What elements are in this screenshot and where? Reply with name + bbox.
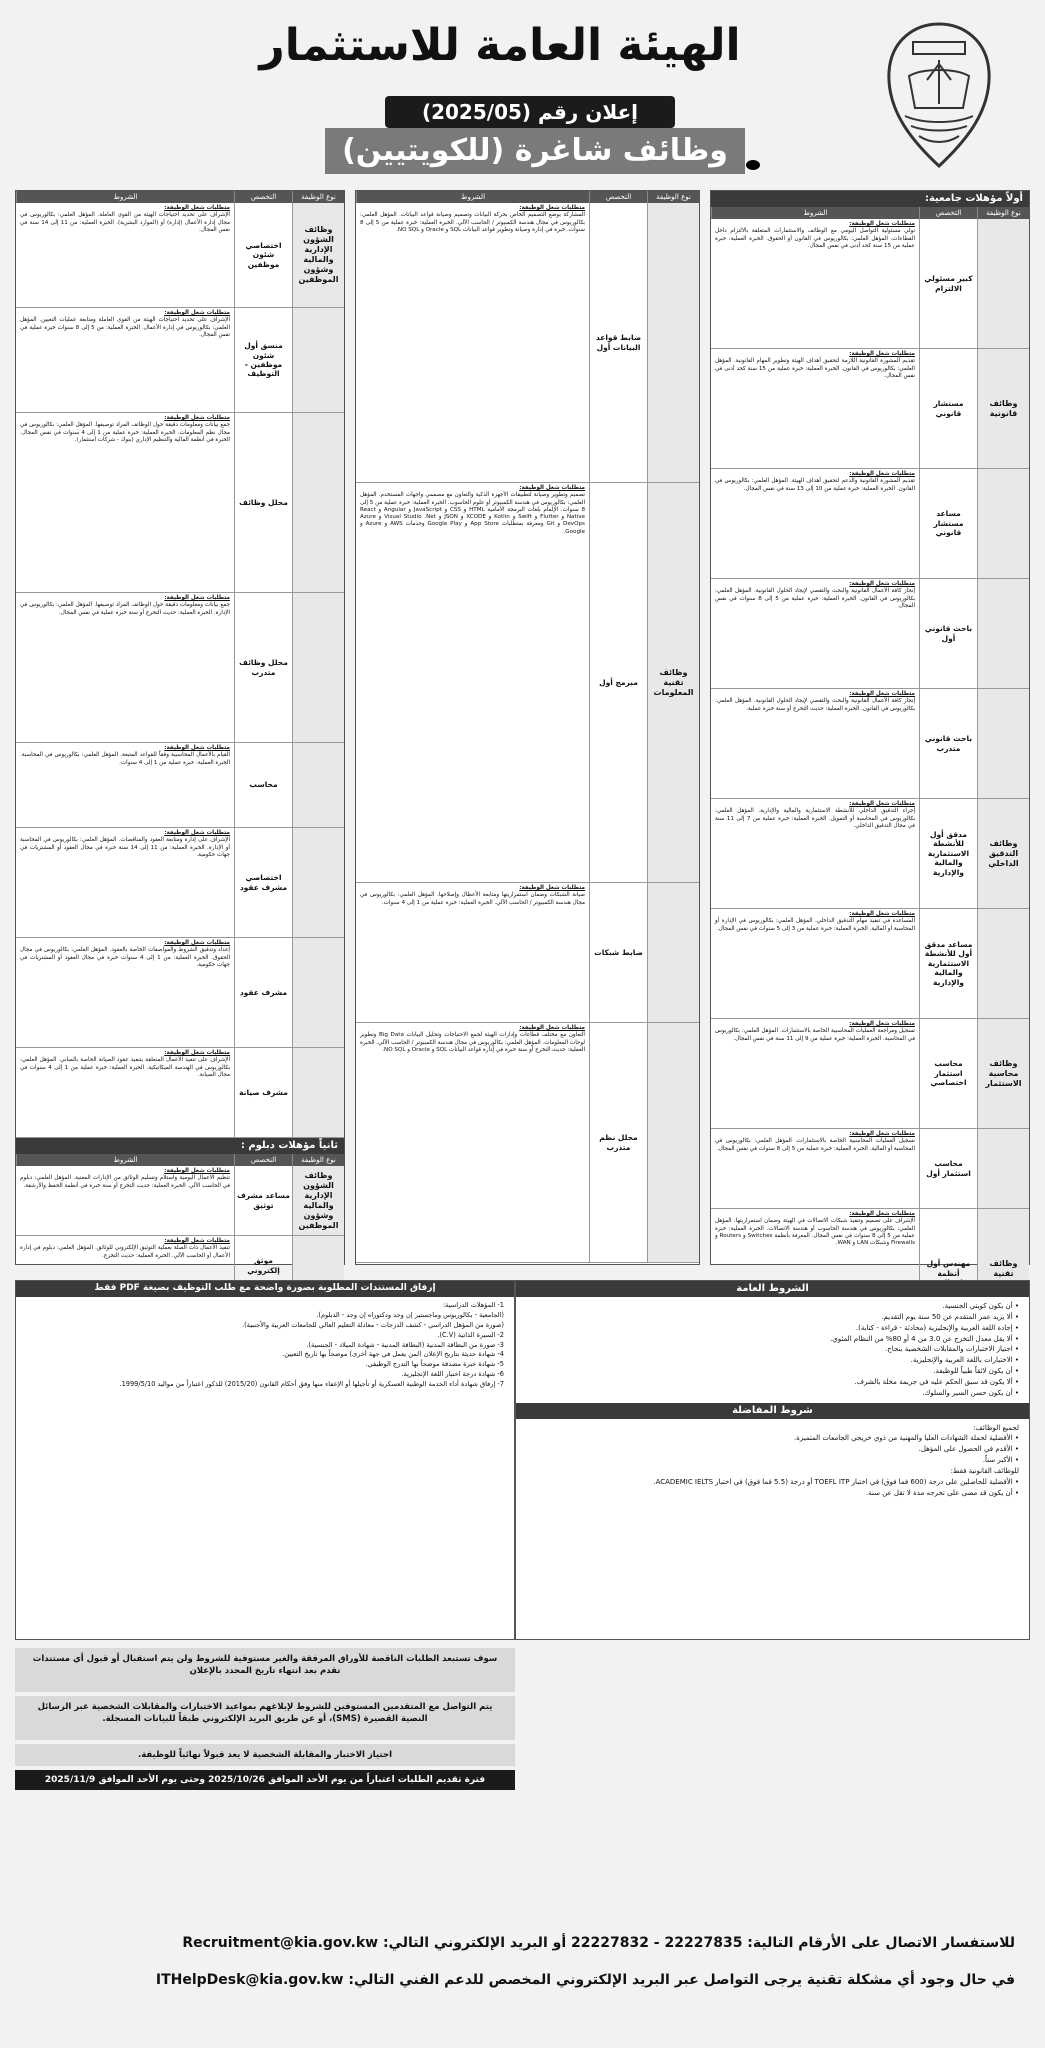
requirements-heading: متطلبات شغل الوظيفة: bbox=[849, 911, 915, 917]
job-group: وظائف الشؤون الإدارية والمالية وشؤون الموظفين bbox=[292, 1166, 344, 1235]
requirements-text: المشاركة بوضع التصميم الخاص بحركة البيانات وتصميم وصيانة قواعد البيانات. المؤهل العلمي: بكالوريوس في مجال هندسة الكمبيوتر / الحاسب الآلي. الخبرة العملية: خبرة عملية من 5 إلى 8 سنوات. خبرة في إدارة وصيانة وتطوير قواعد البيانات SQL و Oracle و NO SQL. bbox=[360, 212, 585, 233]
list-item: • الأفضلية للحاصلين على درجة (600 فما فوق) في اختبار TOEFL ITP أو درجة (5.5 فما فوق) في اختبار ACADEMIC IELTS. bbox=[653, 1477, 1019, 1486]
requirements-text: الإشراف على تحديد احتياجات الهيئة من القوى العاملة ومتابعة عمليات التعيين. المؤهل العلمي: بكالوريوس في إدارة الأعمال. الخبرة العملية: من 5 إلى 8 سنوات خبرة عملية في نفس المجال. bbox=[20, 317, 230, 338]
list-item: • أن يكون قد مضى على تخرجه مدة لا تقل عن سنة. bbox=[865, 1488, 1019, 1497]
job-title: مدقق أول للأنشطة الاستثمارية والمالية والإدارية bbox=[919, 799, 977, 908]
requirements-text: تسجيل ومراجعة العمليات المحاسبية الخاصة بالاستثمارات. المؤهل العلمي: بكالوريوس في المحاسبة. الخبرة العملية: خبرة عملية من 9 إلى 11 سنة في نفس المجال. bbox=[715, 1028, 915, 1042]
document-item: 4- شهادة حديثة بتاريخ الإعلان (لمن يعمل في جهة أخرى) موضحاً بها تاريخ التعيين. bbox=[282, 1350, 504, 1359]
requirements-heading: متطلبات شغل الوظيفة: bbox=[849, 1021, 915, 1027]
job-requirements bbox=[16, 938, 234, 1047]
job-group: وظائف التدقيق الداخلي bbox=[977, 799, 1029, 908]
document-item: 3- صورة من البطاقة المدنية (البطاقة المدنية - شهادة الميلاد - الجنسية). bbox=[306, 1340, 504, 1349]
job-group: وظائف تقنية bbox=[977, 1209, 1029, 1338]
job-group bbox=[292, 413, 344, 592]
requirements-text: تسجيل العمليات المحاسبية الخاصة بالاستثمارات. المؤهل العلمي: بكالوريوس في المحاسبة أو المالية. الخبرة العملية: خبرة عملية من 5 إلى 8 سنوات في نفس المجال. bbox=[715, 1138, 915, 1152]
requirements-text: جمع بيانات ومعلومات دقيقة حول الوظائف المراد توصيفها. المؤهل العلمي: بكالوريوس في الإدارة. الخبرة العملية: حديث التخرج أو سنة خبرة عملية في نفس المجال. bbox=[20, 602, 230, 616]
table-header bbox=[356, 191, 699, 203]
preference-title: شروط المفاضلة bbox=[516, 1403, 1029, 1419]
requirements-heading: متطلبات شغل الوظيفة: bbox=[164, 205, 230, 211]
documents-title: إرفاق المستندات المطلوبة بصورة واضحة مع طلب التوظيف بصيغة PDF فقط bbox=[16, 1281, 514, 1297]
deadline-bar: فترة تقديم الطلبات اعتباراً من يوم الأحد الموافق 2025/10/26 وحتى يوم الأحد الموافق 2025/11/9 bbox=[15, 1770, 515, 1790]
table-row bbox=[356, 883, 699, 1023]
requirements-text: إعداد وتدقيق الشروط والمواصفات الخاصة بالعقود. المؤهل العلمي: بكالوريوس في مجال الحقوق. الخبرة العملية: من 1 إلى 4 سنوات خبرة في مجال العقود أو المشتريات في جهات حكومية. bbox=[20, 947, 230, 968]
column-header-title: التخصص bbox=[234, 191, 292, 203]
column-header-desc: الشروط bbox=[711, 207, 919, 219]
job-requirements bbox=[16, 203, 234, 307]
table-row bbox=[711, 579, 1029, 689]
requirements-text: الإشراف على تحديد احتياجات الهيئة من القوى العاملة. المؤهل العلمي: بكالوريوس في مجال إدارة الأعمال (إدارة) أو (الموارد البشرية). الخبرة العملية: من 11 إلى 14 سنة في نفس المجال. bbox=[20, 212, 230, 233]
table-row bbox=[711, 1129, 1029, 1209]
job-requirements bbox=[711, 219, 919, 348]
job-title: محلل نظم متدرب bbox=[589, 1023, 647, 1262]
job-title: محاسب استثمار أول bbox=[919, 1129, 977, 1208]
page-title: الهيئة العامة للاستثمار bbox=[259, 20, 741, 71]
requirements-heading: متطلبات شغل الوظيفة: bbox=[164, 940, 230, 946]
column-header-title: التخصص bbox=[589, 191, 647, 203]
list-item: • ألا يزيد عمر المتقدم عن 50 سنة يوم التقديم. bbox=[881, 1312, 1019, 1321]
table-row bbox=[16, 593, 344, 743]
list-item: • الأفضلية لحملة الشهادات العليا والمهنية من ذوي خريجي الجامعات المتميزة. bbox=[793, 1434, 1019, 1443]
notice-incomplete: سوف تستبعد الطلبات الناقصة للأوراق المرفقة والغير مستوفية للشروط ولن يتم استقبال أو قبول أي مستندات تقدم بعد انتهاء تاريخ المحدد بالإعلان bbox=[15, 1648, 515, 1692]
requirements-heading: متطلبات شغل الوظيفة: bbox=[164, 595, 230, 601]
job-group bbox=[977, 579, 1029, 688]
job-group: وظائف تقنية المعلومات bbox=[647, 483, 699, 882]
document-item: 5- شهادة خبرة مصدقة موضحاً بها التدرج الوظيفي. bbox=[365, 1360, 504, 1369]
job-requirements bbox=[711, 349, 919, 468]
job-group bbox=[292, 1048, 344, 1137]
requirements-text: تنفيذ الأعمال ذات الصلة بعملية التوثيق الإلكتروني للوثائق. المؤهل العلمي: دبلوم في إدارة الأعمال أو الحاسب الآلي. الخبرة العملية: حديث التخرج. bbox=[20, 1245, 230, 1259]
requirements-text: تولي مسئولية التواصل اليومي مع الوظائف والاستثمارات المتعلقة بالالتزام داخل القطاعات. المؤهل العلمي: بكالوريوس في القانون أو الحقوق. الخبرة العملية: خبرة عملية من 15 سنة كحد أدنى في نفس المجال. bbox=[715, 228, 915, 249]
list-item: للوظائف القانونية فقط: bbox=[950, 1466, 1019, 1475]
table-row bbox=[16, 743, 344, 828]
requirements-heading: متطلبات شغل الوظيفة: bbox=[849, 1211, 915, 1217]
job-requirements bbox=[711, 1019, 919, 1128]
job-group bbox=[977, 689, 1029, 798]
requirements-heading: متطلبات شغل الوظيفة: bbox=[164, 1238, 230, 1244]
requirements-heading: متطلبات شغل الوظيفة: bbox=[519, 885, 585, 891]
requirements-text: إجراء التدقيق الداخلي للأنشطة الاستثمارية والمالية والإدارية. المؤهل العلمي: بكالوريوس في المحاسبة أو التمويل. الخبرة العملية: خبرة عملية من 7 إلى 11 سنة في مجال التدقيق الداخلي. bbox=[715, 808, 915, 829]
list-item: • ألا يكون قد سبق الحكم عليه في جريمة مخلة بالشرف. bbox=[854, 1377, 1019, 1386]
requirements-text: القيام بالأعمال المحاسبية وفقاً للقواعد المتبعة. المؤهل العلمي: بكالوريوس في المحاسبة. الخبرة العملية: خبرة عملية من 1 إلى 4 سنوات. bbox=[20, 752, 230, 766]
notice-contact: يتم التواصل مع المتقدمين المستوفين للشروط لإبلاغهم بمواعيد الاختبارات والمقابلات الشخصية عبر الرسائل النصية القصيرة (SMS)، أو عن طريق البريد الإلكتروني طبقاً للبيانات المسجلة. bbox=[15, 1696, 515, 1740]
job-group bbox=[977, 909, 1029, 1018]
table-row bbox=[711, 469, 1029, 579]
table-row bbox=[711, 349, 1029, 469]
requirements-text: إنجاز كافة الأعمال القانونية والبحث والتقصي لإيجاد الحلول القانونية. المؤهل العلمي: بكالوريوس في القانون. الخبرة العملية: خبرة عملية من 5 إلى 8 سنوات في نفس المجال. bbox=[715, 588, 916, 609]
column-header-title: التخصص bbox=[234, 1154, 292, 1166]
column-header-group: نوع الوظيفة bbox=[647, 191, 699, 203]
document-item: (الجامعية - بكالوريوس وماجستير إن وجد ودكتوراه إن وجد - الدبلوم). bbox=[316, 1310, 504, 1319]
table-row bbox=[16, 828, 344, 938]
job-requirements bbox=[16, 1048, 234, 1137]
requirements-text: الإشراف على إدارة ومتابعة العقود والمناقصات. المؤهل العلمي: بكالوريوس في المحاسبة أو الإدارة. الخبرة العملية: من 11 إلى 14 سنة خبرة في مجال العقود أو المشتريات في جهات حكومية. bbox=[20, 837, 230, 858]
list-item: • الأقدم في الحصول على المؤهل. bbox=[918, 1445, 1019, 1454]
document-item: 2- السيرة الذاتية (C.V). bbox=[437, 1330, 504, 1339]
requirements-text: التعاون مع مختلف قطاعات وإدارات الهيئة لجمع الاحتياجات وتحليل البيانات Big Data وتطوير لوحات المعلومات. المؤهل العلمي: بكالوريوس في مجال هندسة الكمبيوتر / الحاسب الآلي. الخبرة العملية: حديث التخرج أو سنة خبرة في إدارة قواعد البيانات SQL و Oracle و NO SQL. bbox=[360, 1032, 585, 1053]
job-title: محاسب bbox=[234, 743, 292, 827]
contact-phones-email: للاستفسار الاتصال على الأرقام التالية: 22227835 - 22227832 أو البريد الإلكتروني التالي: Recruitment@kia.gov.kw bbox=[182, 1935, 1015, 1951]
document-item: 1- المؤهلات الدراسية: bbox=[442, 1301, 504, 1309]
job-title: مشرف صيانة bbox=[234, 1048, 292, 1137]
job-title: مساعد مدقق أول للأنشطة الاستثمارية والمالية والإدارية bbox=[919, 909, 977, 1018]
column-header-desc: الشروط bbox=[356, 191, 589, 203]
documents-panel bbox=[15, 1280, 515, 1640]
job-rows bbox=[711, 219, 1029, 1339]
job-requirements bbox=[16, 593, 234, 742]
vacancy-banner: وظائف شاغرة (للكويتيين) bbox=[325, 128, 745, 174]
job-title: باحث قانوني متدرب bbox=[919, 689, 977, 798]
table-row bbox=[711, 1019, 1029, 1129]
job-group bbox=[977, 469, 1029, 578]
requirements-text: تنظيم الأعمال اليومية واستلام وتسليم الوثائق من الإدارات المعنية. المؤهل العلمي: دبلوم في الحاسب الآلي. الخبرة العملية: حديث التخرج أو سنة خبرة في أنظمة الحفظ والأرشفة. bbox=[20, 1175, 230, 1189]
requirements-heading: متطلبات شغل الوظيفة: bbox=[164, 1050, 230, 1056]
document-item: (صورة من المؤهل الدراسي - كشف الدرجات - معادلة التعليم العالي للجامعات العربية والأجنبية). bbox=[241, 1320, 504, 1329]
table-row bbox=[356, 483, 699, 883]
job-requirements bbox=[711, 909, 919, 1018]
document-item: 6- شهادة درجة اختبار اللغة الإنجليزية. bbox=[401, 1370, 504, 1379]
job-requirements bbox=[356, 483, 589, 882]
admin-jobs-panel bbox=[15, 190, 345, 1275]
job-title: مبرمج أول bbox=[589, 483, 647, 882]
general-conditions-panel bbox=[515, 1280, 1030, 1640]
job-title: مشرف عقود bbox=[234, 938, 292, 1047]
list-item: • أن يكون لائقاً طبياً للوظيفة. bbox=[933, 1367, 1019, 1376]
job-requirements bbox=[356, 883, 589, 1022]
job-requirements bbox=[711, 469, 919, 578]
section-title: أولاً مؤهلات جامعية: bbox=[711, 191, 1029, 207]
job-group bbox=[647, 883, 699, 1022]
requirements-heading: متطلبات شغل الوظيفة: bbox=[849, 471, 915, 477]
table-row bbox=[16, 308, 344, 413]
table-row bbox=[356, 203, 699, 483]
requirements-heading: متطلبات شغل الوظيفة: bbox=[164, 830, 230, 836]
column-header-group: نوع الوظيفة bbox=[977, 207, 1029, 219]
list-item: • أن يكون حسن السير والسلوك. bbox=[922, 1388, 1019, 1397]
job-title: ضابط شبكات bbox=[589, 883, 647, 1022]
requirements-heading: متطلبات شغل الوظيفة: bbox=[849, 801, 915, 807]
general-conditions-list bbox=[516, 1297, 1029, 1403]
job-title: محلل وظائف متدرب bbox=[234, 593, 292, 742]
requirements-heading: متطلبات شغل الوظيفة: bbox=[849, 581, 915, 587]
table-header bbox=[711, 207, 1029, 219]
requirements-heading: متطلبات شغل الوظيفة: bbox=[164, 745, 230, 751]
table-row bbox=[356, 1023, 699, 1263]
general-conditions-title: الشروط العامة bbox=[516, 1281, 1029, 1297]
job-title: مساعد مشرف توثيق bbox=[234, 1166, 292, 1235]
column-header-group: نوع الوظيفة bbox=[292, 1154, 344, 1166]
requirements-heading: متطلبات شغل الوظيفة: bbox=[164, 415, 230, 421]
contact-helpdesk: في حال وجود أي مشكلة تقنية يرجى التواصل عبر البريد الإلكتروني المخصص للدعم الفني التالي: ITHelpDesk@kia.gov.kw bbox=[155, 1972, 1015, 1988]
job-requirements bbox=[711, 579, 919, 688]
column-header-desc: الشروط bbox=[16, 1154, 234, 1166]
job-requirements bbox=[711, 799, 919, 908]
list-item: • اجتياز الاختبارات والمقابلات الشخصية بنجاح. bbox=[885, 1345, 1019, 1354]
table-row bbox=[16, 203, 344, 308]
requirements-text: الإشراف على تصميم وتنفيذ شبكات الاتصالات في الهيئة وضمان استمراريتها. المؤهل العلمي: بكالوريوس في هندسة الحاسوب أو هندسة الاتصالات. الخبرة العملية: خبرة عملية من 5 إلى 8 سنوات في نفس المجال. المعرفة بأنظمة Switches و Routers و Firewalls وشبكات LAN و WAN. bbox=[715, 1218, 915, 1247]
list-item: • أن يكون كويتي الجنسية. bbox=[942, 1302, 1019, 1310]
requirements-text: المساعدة في تنفيذ مهام التدقيق الداخلي. المؤهل العلمي: بكالوريوس في الإدارة أو المحاسبة أو المالية. الخبرة العملية: خبرة عملية من 3 إلى 5 سنوات في نفس المجال. bbox=[715, 918, 915, 932]
requirements-text: تصميم وتطوير وصيانة لتطبيقات الأجهزة الذكية والتعاون مع مصممي واجهات المستخدم. المؤهل العلمي: بكالوريوس في هندسة الكمبيوتر أو علوم الحاسوب. الخبرة العملية: خبرة عملية من 5 إلى 8 سنوات. الإلمام بلغات البرمجة الأمامية HTML و CSS و JavaScript و Angular و React Native و Flutter و Swift و Kotlin و XCODE و JSON و Visual Studio .Net و Azure DevOps و Git ومعرفة بمتطلبات App Store و Google Play وخدمات AWS و Azure و Google. bbox=[360, 492, 586, 535]
job-requirements bbox=[16, 413, 234, 592]
preference-list bbox=[516, 1419, 1029, 1503]
job-title: ضابط قواعد البيانات أول bbox=[589, 203, 647, 482]
job-group bbox=[292, 593, 344, 742]
job-group bbox=[647, 203, 699, 482]
banner-ornament bbox=[746, 160, 760, 170]
requirements-text: صيانة الشبكات وضمان استمراريتها ومتابعة الأعطال وإصلاحها. المؤهل العلمي: بكالوريوس في مجال هندسة الكمبيوتر / الحاسب الآلي. الخبرة العملية: خبرة عملية من 1 إلى 4 سنوات. bbox=[360, 892, 585, 906]
table-header bbox=[16, 1154, 344, 1166]
column-header-desc: الشروط bbox=[16, 191, 234, 203]
requirements-heading: متطلبات شغل الوظيفة: bbox=[849, 1131, 915, 1137]
job-requirements bbox=[711, 689, 919, 798]
job-rows bbox=[16, 1166, 344, 1296]
job-group bbox=[292, 308, 344, 412]
job-group bbox=[977, 1129, 1029, 1208]
it-jobs-panel bbox=[355, 190, 700, 1265]
column-header-group: نوع الوظيفة bbox=[292, 191, 344, 203]
job-title: كبير مسئولي الالتزام bbox=[919, 219, 977, 348]
table-row bbox=[16, 1166, 344, 1236]
requirements-text: تقديم المشورة القانونية والدعم لتحقيق أهداف الهيئة. المؤهل العلمي: بكالوريوس في القانون. الخبرة العملية: خبرة عملية من 10 إلى 13 سنة في نفس المجال. bbox=[715, 478, 915, 492]
job-title: محاسب استثمار اختصاصي bbox=[919, 1019, 977, 1128]
job-requirements bbox=[356, 203, 589, 482]
job-title: باحث قانوني أول bbox=[919, 579, 977, 688]
table-row bbox=[16, 938, 344, 1048]
job-group: وظائف محاسبة الاستثمار bbox=[977, 1019, 1029, 1128]
job-requirements bbox=[16, 308, 234, 412]
job-title: اختصاصي مشرف عقود bbox=[234, 828, 292, 937]
job-group: وظائف قانونية bbox=[977, 349, 1029, 468]
job-requirements bbox=[16, 743, 234, 827]
table-row bbox=[711, 689, 1029, 799]
kuwait-emblem-icon bbox=[883, 20, 995, 170]
table-row bbox=[16, 413, 344, 593]
job-requirements bbox=[356, 1023, 589, 1262]
table-header bbox=[16, 191, 344, 203]
table-row bbox=[711, 909, 1029, 1019]
job-title: موثق إلكتروني bbox=[234, 1236, 292, 1295]
list-item: • ألا يقل معدل التخرج عن 3.0 من 4 أو 80% من النظام المئوي. bbox=[830, 1334, 1019, 1343]
requirements-heading: متطلبات شغل الوظيفة: bbox=[164, 310, 230, 316]
announcement-badge: إعلان رقم (2025/05) bbox=[385, 96, 675, 128]
job-group bbox=[292, 743, 344, 827]
job-title: محلل وظائف bbox=[234, 413, 292, 592]
requirements-text: إنجاز كافة الأعمال القانونية والبحث والتقصي لإيجاد الحلول القانونية. المؤهل العلمي: بكالوريوس في القانون. الخبرة العملية: حديث التخرج أو سنة خبرة عملية. bbox=[715, 698, 915, 712]
list-item: لجميع الوظائف: bbox=[973, 1423, 1019, 1432]
job-title: مستشار قانوني bbox=[919, 349, 977, 468]
job-title: مساعد مستشار قانوني bbox=[919, 469, 977, 578]
requirements-text: جمع بيانات ومعلومات دقيقة حول الوظائف المراد توصيفها. المؤهل العلمي: بكالوريوس في مجال نظم المعلومات. الخبرة العملية: خبرة عملية من 1 إلى 4 سنوات في نفس المجال. الخبرة في أنظمة المالية والتنظيم الإداري (بنوك - شركات استثمار). bbox=[20, 422, 230, 443]
requirements-heading: متطلبات شغل الوظيفة: bbox=[849, 691, 915, 697]
job-rows bbox=[356, 203, 699, 1263]
list-item: • الأكبر سناً. bbox=[982, 1456, 1019, 1465]
table-row bbox=[16, 1048, 344, 1138]
requirements-text: الإشراف على تنفيذ الأعمال المتعلقة بتنفيذ عقود الصيانة الخاصة بالمباني. المؤهل العلمي: بكالوريوس في الهندسة الميكانيكية. الخبرة العملية: خبرة عملية من 1 إلى 4 سنوات في مجال الصيانة. bbox=[20, 1057, 230, 1078]
job-group bbox=[292, 938, 344, 1047]
job-title: منسق أول شئون موظفين - التوظيف bbox=[234, 308, 292, 412]
job-group bbox=[292, 828, 344, 937]
job-group: وظائف الشؤون الإدارية والمالية وشؤون الموظفين bbox=[292, 203, 344, 307]
header bbox=[0, 0, 1045, 190]
requirements-heading: متطلبات شغل الوظيفة: bbox=[164, 1168, 230, 1174]
requirements-heading: متطلبات شغل الوظيفة: bbox=[519, 1025, 585, 1031]
column-header-title: التخصص bbox=[919, 207, 977, 219]
requirements-heading: متطلبات شغل الوظيفة: bbox=[849, 351, 915, 357]
university-jobs-panel bbox=[710, 190, 1030, 1278]
job-rows bbox=[16, 203, 344, 1138]
list-item: • الاختبارات باللغة العربية والإنجليزية. bbox=[910, 1356, 1019, 1365]
table-row bbox=[711, 219, 1029, 349]
document-item: 7- إرفاق شهادة أداء الخدمة الوطنية العسكرية أو تأجيلها أو الإعفاء منها وفق أحكام القانون (2015/20) للذكور اعتباراً من مواليد 1999/5/10. bbox=[119, 1380, 504, 1389]
job-title: مهندس أول أنظمة bbox=[919, 1209, 977, 1338]
notice-final: اجتياز الاختبار والمقابلة الشخصية لا يعد قبولاً نهائياً للوظيفة. bbox=[15, 1744, 515, 1766]
list-item: • إجادة اللغة العربية والإنجليزية (محادثة - قراءة - كتابة). bbox=[855, 1323, 1019, 1332]
job-title: اختصاصي شئون موظفين bbox=[234, 203, 292, 307]
job-group bbox=[977, 219, 1029, 348]
section-title: ثانياً مؤهلات دبلوم : bbox=[16, 1138, 344, 1154]
requirements-heading: متطلبات شغل الوظيفة: bbox=[849, 221, 915, 227]
job-group bbox=[647, 1023, 699, 1262]
table-row bbox=[711, 799, 1029, 909]
job-requirements bbox=[711, 1129, 919, 1208]
requirements-text: تقديم المشورة القانونية اللازمة لتحقيق أهداف الهيئة وتطوير المهام القانونية. المؤهل العلمي: بكالوريوس في القانون. الخبرة العملية: خبرة عملية من 15 سنة كحد أدنى في نفس المجال. bbox=[715, 358, 915, 379]
documents-list bbox=[16, 1297, 514, 1394]
job-requirements bbox=[16, 828, 234, 937]
requirements-heading: متطلبات شغل الوظيفة: bbox=[519, 485, 585, 491]
job-requirements bbox=[16, 1166, 234, 1235]
requirements-heading: متطلبات شغل الوظيفة: bbox=[519, 205, 585, 211]
